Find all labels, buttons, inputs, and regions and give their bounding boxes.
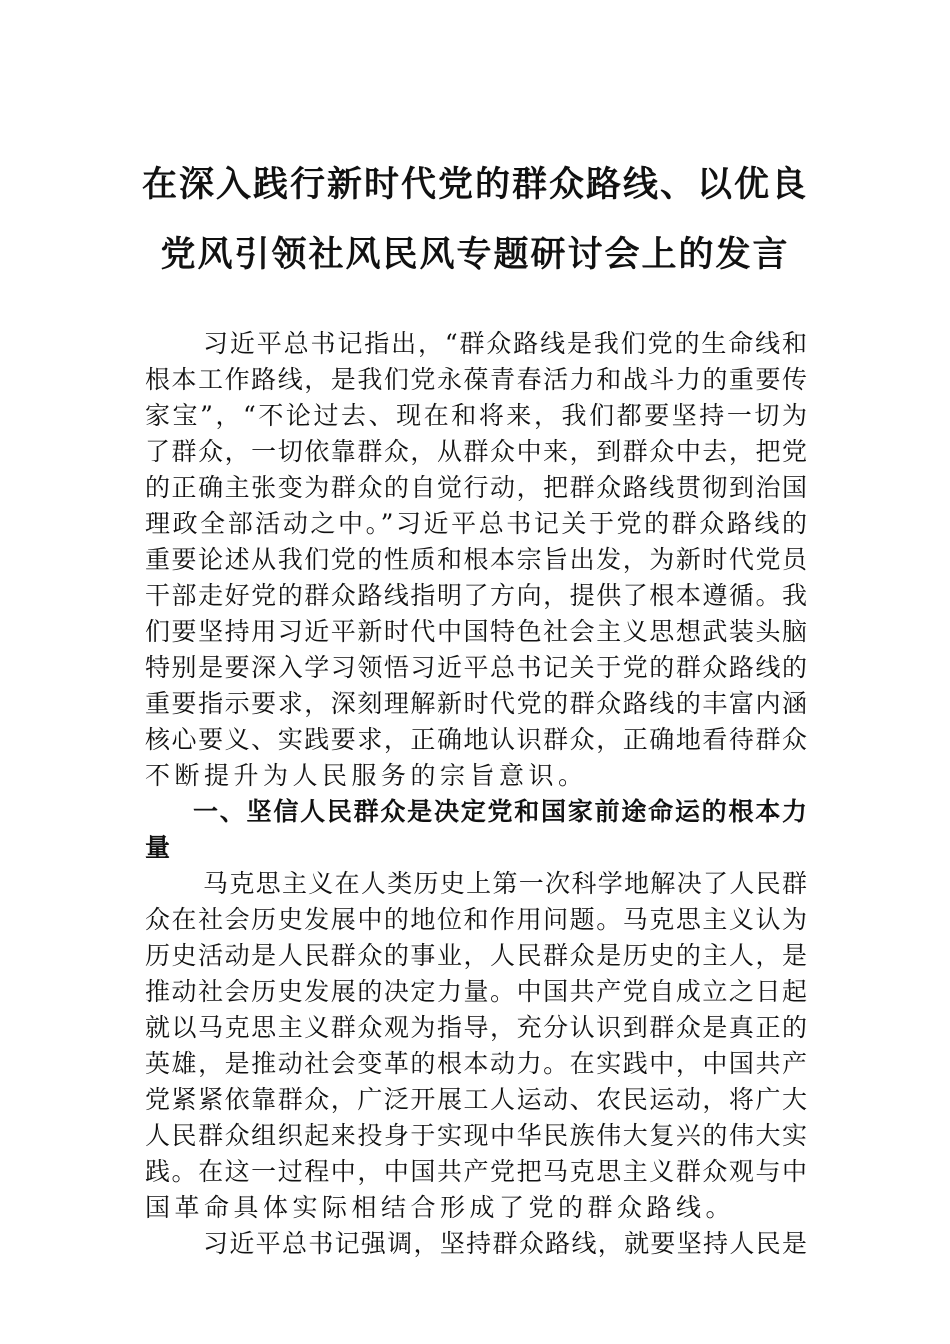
text-line: 人民群众组织起来投身于实现中华民族伟大复兴的伟大实 [145, 1121, 807, 1150]
text-line: 习近平总书记强调，坚持群众路线，就要坚持人民是 [203, 1229, 807, 1258]
paragraph [145, 326, 807, 794]
text-line: 理政全部活动之中。”习近平总书记关于党的群众路线的 [145, 509, 807, 538]
text-line: 了群众，一切依靠群众，从群众中来，到群众中去，把党 [145, 437, 807, 466]
text-line: 根本工作路线，是我们党永葆青春活力和战斗力的重要传 [145, 365, 807, 394]
text-line: 重要指示要求，深刻理解新时代党的群众路线的丰富内涵 [145, 689, 807, 718]
text-line: 重要论述从我们党的性质和根本宗旨出发，为新时代党员 [145, 545, 807, 574]
text-line: 特别是要深入学习领悟习近平总书记关于党的群众路线的 [145, 653, 807, 682]
section-heading [145, 794, 807, 866]
document-body [145, 326, 807, 1262]
text-line: 历史活动是人民群众的事业，人民群众是历史的主人，是 [145, 941, 807, 970]
text-line: 习近平总书记指出，“群众路线是我们党的生命线和 [203, 329, 807, 358]
text-line: 量 [145, 833, 175, 862]
text-line: 干部走好党的群众路线指明了方向，提供了根本遵循。我 [145, 581, 807, 610]
text-line: 一、坚信人民群众是决定党和国家前途命运的根本力 [193, 797, 807, 826]
text-line: 英雄，是推动社会变革的根本动力。在实践中，中国共产 [145, 1049, 807, 1078]
text-line: 不断提升为人民服务的宗旨意识。 [145, 761, 588, 790]
text-line: 们要坚持用习近平新时代中国特色社会主义思想武装头脑 [145, 617, 807, 646]
document-title-line-1: 在深入践行新时代党的群众路线、以优良 [141, 164, 808, 205]
text-line: 党紧紧依靠群众，广泛开展工人运动、农民运动，将广大 [145, 1085, 807, 1114]
document-title-line-2: 党风引领社风民风专题研讨会上的发言 [160, 234, 790, 275]
text-line: 国革命具体实际相结合形成了党的群众路线。 [145, 1193, 736, 1222]
paragraph [145, 866, 807, 1226]
text-line: 马克思主义在人类历史上第一次科学地解决了人民群 [203, 869, 807, 898]
text-line: 践。在这一过程中，中国共产党把马克思主义群众观与中 [145, 1157, 807, 1186]
text-line: 的正确主张变为群众的自觉行动，把群众路线贯彻到治国 [145, 473, 807, 502]
text-line: 家宝”，“不论过去、现在和将来，我们都要坚持一切为 [145, 401, 807, 430]
paragraph [145, 1226, 807, 1262]
text-line: 众在社会历史发展中的地位和作用问题。马克思主义认为 [145, 905, 807, 934]
text-line: 就以马克思主义群众观为指导，充分认识到群众是真正的 [145, 1013, 807, 1042]
text-line: 核心要义、实践要求，正确地认识群众，正确地看待群众 [145, 725, 807, 754]
text-line: 推动社会历史发展的决定力量。中国共产党自成立之日起 [145, 977, 807, 1006]
